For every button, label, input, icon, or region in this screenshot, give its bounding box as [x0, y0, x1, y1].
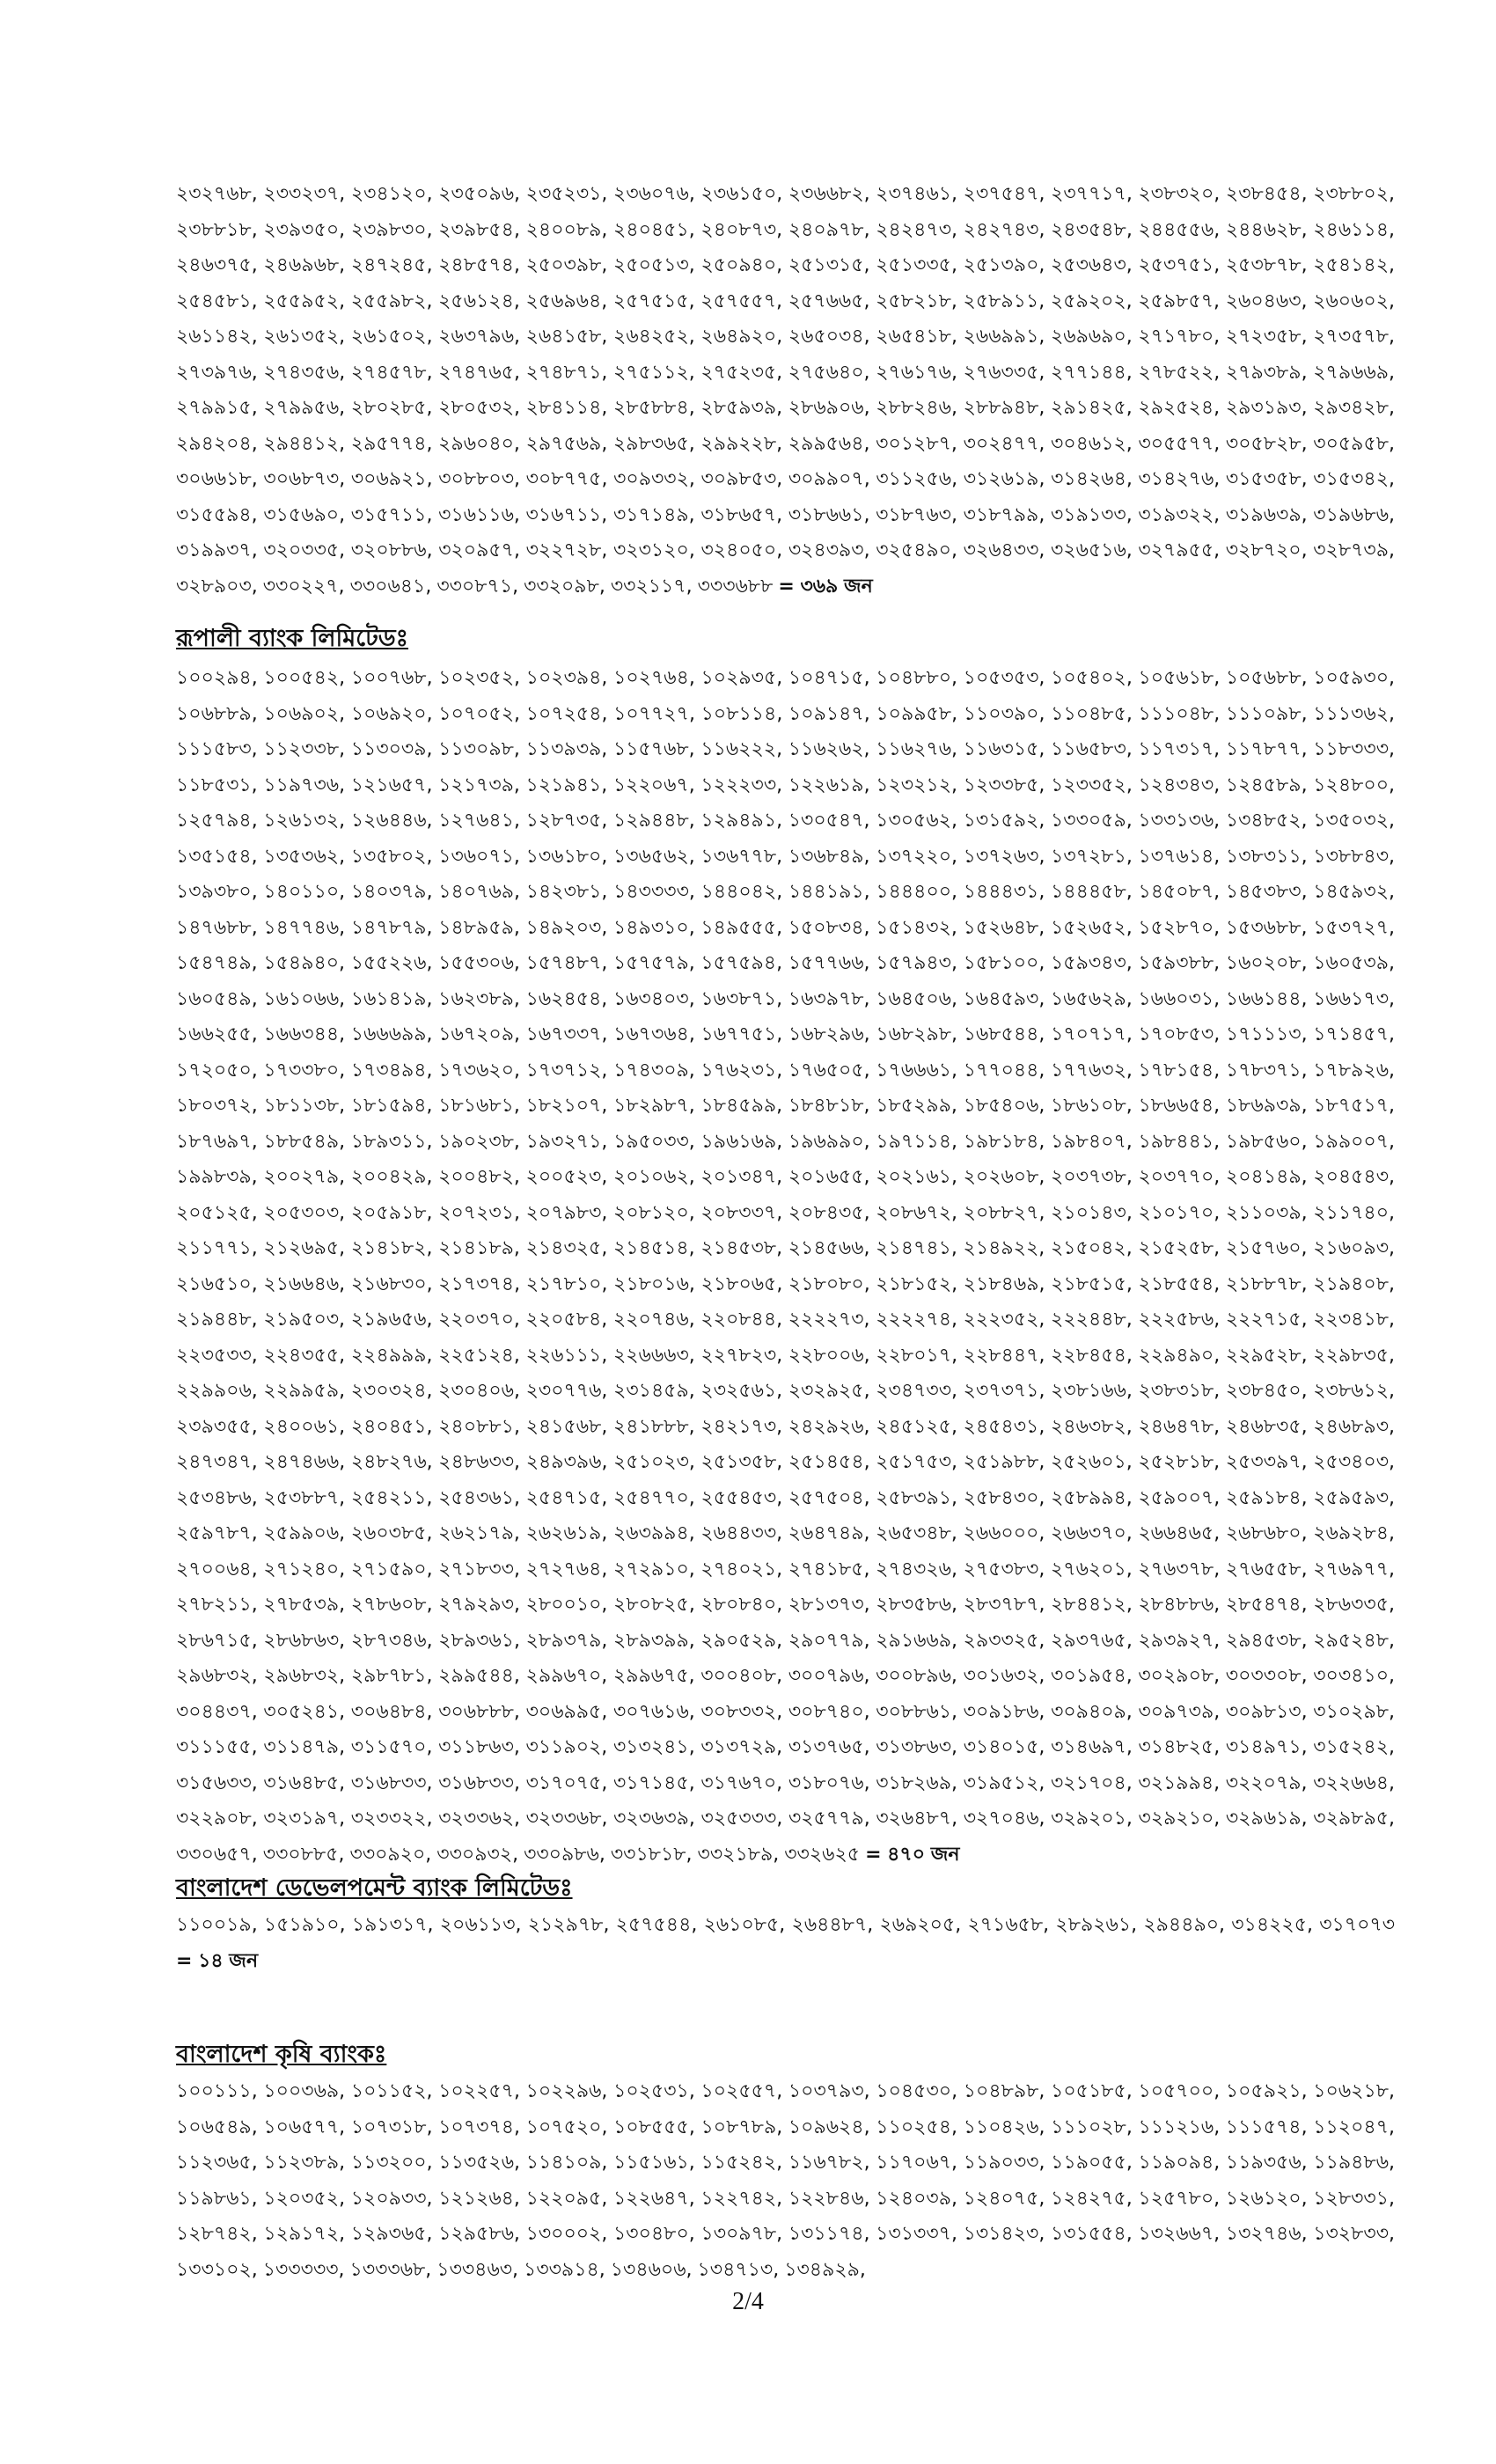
section-krishi-bank [176, 2039, 1395, 2288]
roll-numbers: ১০০১১১, ১০০৩৬৯, ১০১১৫২, ১০২২৫৭, ১০২২৯৬, ১০২৫৩১, ১০২৫৫৭, ১০৩৭৯৩, ১০৪৫৩০, ১০৪৮৯৮, ১০৫১৮৫, ১০৫৭০০, ১০৫৯২১, ১০৬২১৮, ১০৬৫৪৯, ১০৬৫৭৭, ১০৭৩১৮, ১০৭৩৭৪, ১০৭৫২০, ১০৮৫৫৫, ১০৮৭৮৯, ১০৯৬২৪, ১১০২৫৪, ১১০৪২৬, ১১১০২৮, ১১১২১৬, ১১১৫৭৪, ১১২০৪৭, ১১২৩৬৫, ১১২৩৮৯, ১১৩২০০, ১১৩৫২৬, ১১৪১০৯, ১১৫১৬১, ১১৫২৪২, ১১৬৭৮২, ১১৭০৬৭, ১১৯০৩৩, ১১৯০৫৫, ১১৯০৯৪, ১১৯৩৫৬, ১১৯৪৮৬, ১১৯৮৬১, ১২০৩৫২, ১২০৯৩৩, ১২১২৬৪, ১২২০৯৫, ১২২৬৪৭, ১২২৭৪২, ১২২৮৪৬, ১২৪০৩৯, ১২৪০৭৫, ১২৪২৭৫, ১২৫৭৮০, ১২৬১২০, ১২৮৩৩১, ১২৮৭৪২, ১২৯১৭২, ১২৯৩৬৫, ১২৯৫৮৬, ১৩০০০২, ১৩০৪৮০, ১৩০৯৭৮, ১৩১১৭৪, ১৩১৩৩৭, ১৩১৪২৩, ১৩১৫৫৪, ১৩২৬৬৭, ১৩২৭৪৬, ১৩২৮৩৩, ১৩৩১০২, ১৩৩৩৩৩, ১৩৩৩৬৮, ১৩৩৪৬৩, ১৩৩৯১৪, ১৩৪৬০৬, ১৩৪৭১৩, ১৩৪৯২৯, [176, 2080, 1395, 2281]
section-total: = ১৪ জন [176, 1949, 259, 1972]
roll-numbers: ২৩২৭৬৮, ২৩৩২৩৭, ২৩৪১২০, ২৩৫০৯৬, ২৩৫২৩১, ২৩৬০৭৬, ২৩৬১৫০, ২৩৬৬৮২, ২৩৭৪৬১, ২৩৭৫৪৭, ২৩৭৭১৭, ২৩৮৩২০, ২৩৮৪৫৪, ২৩৮৮০২, ২৩৮৮১৮, ২৩৯৩৫০, ২৩৯৮৩০, ২৩৯৮৫৪, ২৪০০৮৯, ২৪০৪৫১, ২৪০৮৭৩, ২৪০৯৭৮, ২৪২৪৭৩, ২৪২৭৪৩, ২৪৩৫৪৮, ২৪৪৫৫৬, ২৪৪৬২৮, ২৪৬১১৪, ২৪৬৩৭৫, ২৪৬৯৬৮, ২৪৭২৪৫, ২৪৮৫৭৪, ২৫০৩৯৮, ২৫০৫১৩, ২৫০৯৪০, ২৫১৩১৫, ২৫১৩৩৫, ২৫১৩৯০, ২৫৩৬৪৩, ২৫৩৭৫১, ২৫৩৮৭৮, ২৫৪১৪২, ২৫৪৫৮১, ২৫৫৯৫২, ২৫৫৯৮২, ২৫৬১২৪, ২৫৬৯৬৪, ২৫৭৫১৫, ২৫৭৫৫৭, ২৫৭৬৬৫, ২৫৮২১৮, ২৫৮৯১১, ২৫৯২০২, ২৫৯৮৫৭, ২৬০৪৬৩, ২৬০৬০২, ২৬১১৪২, ২৬১৩৫২, ২৬১৫০২, ২৬৩৭৯৬, ২৬৪১৫৮, ২৬৪২৫২, ২৬৪৯২০, ২৬৫০৩৪, ২৬৫৪১৮, ২৬৬৯৯১, ২৬৯৬৯০, ২৭১৭৮০, ২৭২৩৫৮, ২৭৩৫৭৮, ২৭৩৯৭৬, ২৭৪৩৫৬, ২৭৪৫৭৮, ২৭৪৭৬৫, ২৭৪৮৭১, ২৭৫১১২, ২৭৫২৩৫, ২৭৫৬৪০, ২৭৬১৭৬, ২৭৬৩৩৫, ২৭৭১৪৪, ২৭৮৫২২, ২৭৯৩৮৯, ২৭৯৬৬৯, ২৭৯৯১৫, ২৭৯৯৫৬, ২৮০২৮৫, ২৮০৫৩২, ২৮৪১১৪, ২৮৫৮৮৪, ২৮৫৯৩৯, ২৮৬৯০৬, ২৮৮২৪৬, ২৮৮৯৪৮, ২৯১৪২৫, ২৯২৫২৪, ২৯৩১৯৩, ২৯৩৪২৮, ২৯৪২০৪, ২৯৪৪১২, ২৯৫৭৭৪, ২৯৬০৪০, ২৯৭৫৬৯, ২৯৮৩৬৫, ২৯৯২২৮, ২৯৯৫৬৪, ৩০১২৮৭, ৩০২৪৭৭, ৩০৪৬১২, ৩০৫৫৭৭, ৩০৫৮২৮, ৩০৫৯৫৮, ৩০৬৬১৮, ৩০৬৮৭৩, ৩০৬৯২১, ৩০৮৮০৩, ৩০৮৭৭৫, ৩০৯৩৩২, ৩০৯৮৫৩, ৩০৯৯০৭, ৩১১২৫৬, ৩১২৬১৯, ৩১৪২৬৪, ৩১৪২৭৬, ৩১৫৩৫৮, ৩১৫৩৪২, ৩১৫৫৯৪, ৩১৫৬৯০, ৩১৫৭১১, ৩১৬১১৬, ৩১৬৭১১, ৩১৭১৪৯, ৩১৮৬৫৭, ৩১৮৬৬১, ৩১৮৭৬৩, ৩১৮৭৯৯, ৩১৯১৩৩, ৩১৯৩২২, ৩১৯৬৩৯, ৩১৯৬৮৬, ৩১৯৯৩৭, ৩২০৩৩৫, ৩২০৮৮৬, ৩২০৯৫৭, ৩২২৭২৮, ৩২৩১২০, ৩২৪০৫০, ৩২৪৩৯৩, ৩২৫৪৯০, ৩২৬৪৩৩, ৩২৬৫১৬, ৩২৭৯৫৫, ৩২৮৭২০, ৩২৮৭৩৯, ৩২৮৯০৩, ৩৩০২২৭, ৩৩০৬৪১, ৩৩০৮৭১, ৩৩২০৯৮, ৩৩২১১৭, ৩৩৩৬৮৮ [176, 183, 1395, 598]
roll-numbers: ১০০২৯৪, ১০০৫৪২, ১০০৭৬৮, ১০২৩৫২, ১০২৩৯৪, ১০২৭৬৪, ১০২৯৩৫, ১০৪৭১৫, ১০৪৮৮০, ১০৫৩৫৩, ১০৫৪০২, ১০৫৬১৮, ১০৫৬৮৮, ১০৫৯৩০, ১০৬৮৮৯, ১০৬৯০২, ১০৬৯২০, ১০৭০৫২, ১০৭২৫৪, ১০৭৭২৭, ১০৮১১৪, ১০৯১৪৭, ১০৯৯৫৮, ১১০৩৯০, ১১০৪৮৫, ১১১০৪৮, ১১১০৯৮, ১১১৩৬২, ১১১৫৮৩, ১১২৩৩৮, ১১৩০৩৯, ১১৩০৯৮, ১১৩৯৩৯, ১১৫৭৬৮, ১১৬২২২, ১১৬২৬২, ১১৬২৭৬, ১১৬৩১৫, ১১৬৫৮৩, ১১৭৩১৭, ১১৭৮৭৭, ১১৮৩৩৩, ১১৮৫৩১, ১১৯৭৩৬, ১২১৬৫৭, ১২১৭৩৯, ১২১৯৪১, ১২২০৬৭, ১২২২৩৩, ১২২৬১৯, ১২৩২১২, ১২৩৩৮৫, ১২৩৩৫২, ১২৪৩৪৩, ১২৪৫৮৯, ১২৪৮০০, ১২৫৭৯৪, ১২৬১৩২, ১২৬৪৪৬, ১২৭৬৪১, ১২৮৭৩৫, ১২৯৪৪৮, ১২৯৪৯১, ১৩০৫৪৭, ১৩০৫৬২, ১৩১৫৯২, ১৩৩০৫৯, ১৩৩১৩৬, ১৩৪৮৫২, ১৩৫০৩২, ১৩৫১৫৪, ১৩৫৩৬২, ১৩৫৮০২, ১৩৬০৭১, ১৩৬১৮০, ১৩৬৫৬২, ১৩৬৭৭৮, ১৩৬৮৪৯, ১৩৭২২০, ১৩৭২৬৩, ১৩৭২৮১, ১৩৭৬১৪, ১৩৮৩১১, ১৩৮৮৪৩, ১৩৯৩৮০, ১৪০১১০, ১৪০৩৭৯, ১৪০৭৬৯, ১৪২৩৮১, ১৪৩৩৩৩, ১৪৪০৪২, ১৪৪১৯১, ১৪৪৪০০, ১৪৪৪৩১, ১৪৪৪৫৮, ১৪৫০৮৭, ১৪৫৩৮৩, ১৪৫৯৩২, ১৪৭৬৮৮, ১৪৭৭৪৬, ১৪৭৮৭৯, ১৪৮৯৫৯, ১৪৯২০৩, ১৪৯৩১০, ১৪৯৫৫৫, ১৫০৮৩৪, ১৫১৪৩২, ১৫২৬৪৮, ১৫২৬৫২, ১৫২৮৭০, ১৫৩৬৮৮, ১৫৩৭২৭, ১৫৪৭৪৯, ১৫৪৯৪০, ১৫৫২২৬, ১৫৫৩০৬, ১৫৭৪৮৭, ১৫৭৫৭৯, ১৫৭৫৯৪, ১৫৭৭৬৬, ১৫৭৯৪৩, ১৫৮১০০, ১৫৯৩৪৩, ১৫৯৩৮৮, ১৬০২০৮, ১৬০৫৩৯, ১৬০৫৪৯, ১৬১০৬৬, ১৬১৪১৯, ১৬২৩৮৯, ১৬২৪৫৪, ১৬৩৪০৩, ১৬৩৮৭১, ১৬৩৯৭৮, ১৬৪৫০৬, ১৬৪৫৯৩, ১৬৫৬২৯, ১৬৬০৩১, ১৬৬১৪৪, ১৬৬১৭৩, ১৬৬২৫৫, ১৬৬৩৪৪, ১৬৬৬৯৯, ১৬৭২০৯, ১৬৭৩৩৭, ১৬৭৩৬৪, ১৬৭৭৫১, ১৬৮২৯৬, ১৬৮২৯৮, ১৬৮৫৪৪, ১৭০৭১৭, ১৭০৮৫৩, ১৭১১১৩, ১৭১৪৫৭, ১৭২০৫০, ১৭৩৩৮০, ১৭৩৪৯৪, ১৭৩৬২০, ১৭৩৭১২, ১৭৪৩০৯, ১৭৬২৩১, ১৭৬৫০৫, ১৭৬৬৬১, ১৭৭০৪৪, ১৭৭৬৩২, ১৭৮১৫৪, ১৭৮৩৭১, ১৭৮৯২৬, ১৮০৩৭২, ১৮১১৩৮, ১৮১৫৯৪, ১৮১৬৮১, ১৮২১০৭, ১৮২৯৮৭, ১৮৪৫৯৯, ১৮৪৮১৮, ১৮৫২৯৯, ১৮৫৪০৬, ১৮৬১০৮, ১৮৬৬৫৪, ১৮৬৯৩৯, ১৮৭৫১৭, ১৮৭৬৯৭, ১৮৮৫৪৯, ১৮৯৩১১, ১৯০২৩৮, ১৯৩২৭১, ১৯৫০৩৩, ১৯৬১৬৯, ১৯৬৯৯০, ১৯৭১১৪, ১৯৮১৮৪, ১৯৮৪০৭, ১৯৮৪৪১, ১৯৮৫৬০, ১৯৯০০৭, ১৯৯৮৩৯, ২০০২৭৯, ২০০৪২৯, ২০০৪৮২, ২০০৫২৩, ২০১০৬২, ২০১৩৪৭, ২০১৬৫৫, ২০২১৬১, ২০২৬০৮, ২০৩৭৩৮, ২০৩৭৭০, ২০৪১৪৯, ২০৪৫৪৩, ২০৫১২৫, ২০৫৩০৩, ২০৫৯১৮, ২০৭২৩১, ২০৭৯৮৩, ২০৮১২০, ২০৮৩৩৭, ২০৮৪৩৫, ২০৮৬৭২, ২০৮৮২৭, ২১০১৪৩, ২১০১৭০, ২১১০৩৯, ২১১৭৪০, ২১১৭৭১, ২১২৬৯৫, ২১৪১৮২, ২১৪১৮৯, ২১৪৩২৫, ২১৪৫১৪, ২১৪৫৩৮, ২১৪৫৬৬, ২১৪৭৪১, ২১৪৯২২, ২১৫০৪২, ২১৫২৫৮, ২১৫৭৬০, ২১৬০৯৩, ২১৬৫১০, ২১৬৬৪৬, ২১৬৮৩০, ২১৭৩৭৪, ২১৭৮১০, ২১৮০১৬, ২১৮০৬৫, ২১৮০৮০, ২১৮১৫২, ২১৮৪৬৯, ২১৮৫১৫, ২১৮৫৫৪, ২১৮৮৭৮, ২১৯৪০৮, ২১৯৪৪৮, ২১৯৫০৩, ২১৯৬৫৬, ২২০৩৭০, ২২০৫৮৪, ২২০৭৪৬, ২২০৮৪৪, ২২২২৭৩, ২২২২৭৪, ২২২৩৫২, ২২২৪৪৮, ২২২৫৮৬, ২২২৭১৫, ২২৩৪১৮, ২২৩৫৩৩, ২২৪৩৫৫, ২২৪৯৯৯, ২২৫১২৪, ২২৬১১১, ২২৬৬৬৩, ২২৭৮২৩, ২২৮০০৬, ২২৮০১৭, ২২৮৪৪৭, ২২৮৪৫৪, ২২৯৪৯০, ২২৯৫২৮, ২২৯৮৩৫, ২২৯৯০৬, ২২৯৯৫৯, ২৩০৩২৪, ২৩০৪০৬, ২৩০৭৭৬, ২৩১৪৫৯, ২৩২৫৬১, ২৩২৯২৫, ২৩৪৭৩৩, ২৩৭৩৭১, ২৩৮১৬৬, ২৩৮৩১৮, ২৩৮৪৫০, ২৩৮৬১২, ২৩৯৩৫৫, ২৪০০৬১, ২৪০৪৫১, ২৪০৮৮১, ২৪১৫৬৮, ২৪১৮৮৮, ২৪২১৭৩, ২৪২৯২৬, ২৪৫১২৫, ২৪৫৪৩১, ২৪৬৩৮২, ২৪৬৪৭৮, ২৪৬৮৩৫, ২৪৬৮৯৩, ২৪৭৩৪৭, ২৪৭৪৬৬, ২৪৮২৭৬, ২৪৮৬৩৩, ২৪৯৩৯৬, ২৫১০২৩, ২৫১৩৫৮, ২৫১৪৫৪, ২৫১৭৫৩, ২৫১৯৮৮, ২৫২৬০১, ২৫২৮১৮, ২৫৩৩৯৭, ২৫৩৪০৩, ২৫৩৪৮৬, ২৫৩৮৮৭, ২৫৪২১১, ২৫৪৩৬১, ২৫৪৭১৫, ২৫৪৭৭০, ২৫৫৪৫৩, ২৫৭৫০৪, ২৫৮৩৯১, ২৫৮৪৩০, ২৫৮৯৯৪, ২৫৯০০৭, ২৫৯১৮৪, ২৫৯৫৯৩, ২৫৯৭৮৭, ২৫৯৯০৬, ২৬০৩৮৫, ২৬২১৭৯, ২৬২৬১৯, ২৬৩৯৯৪, ২৬৪৪৩৩, ২৬৪৭৪৯, ২৬৫৩৪৮, ২৬৬০০০, ২৬৬৩৭০, ২৬৬৪৬৫, ২৬৮৬৮০, ২৬৯২৮৪, ২৭০০৬৪, ২৭১২৪০, ২৭১৫৯০, ২৭১৮৩৩, ২৭২৭৬৪, ২৭২৯১০, ২৭৪০২১, ২৭৪১৮৫, ২৭৪৩২৬, ২৭৫৩৮৩, ২৭৬২০১, ২৭৬৩৭৮, ২৭৬৫৫৮, ২৭৬৯৭৭, ২৭৮২১১, ২৭৮৫৩৯, ২৭৮৬০৮, ২৭৯২৯৩, ২৮০০১০, ২৮০৮২৫, ২৮০৮৪০, ২৮১৩৭৩, ২৮৩৫৮৬, ২৮৩৭৮৭, ২৮৪৪১২, ২৮৪৮৮৬, ২৮৫৪৭৪, ২৮৬৩৩৫, ২৮৬৭১৫, ২৮৬৮৬৩, ২৮৭৩৪৬, ২৮৯৩৬১, ২৮৯৩৭৯, ২৮৯৩৯৯, ২৯০৫২৯, ২৯০৭৭৯, ২৯১৬৬৯, ২৯৩৩২৫, ২৯৩৭৬৫, ২৯৩৯২৭, ২৯৪৫৩৮, ২৯৫২৪৮, ২৯৬৮৩২, ২৯৬৮৩২, ২৯৮৭৮১, ২৯৯৫৪৪, ২৯৯৬৭০, ২৯৯৬৭৫, ৩০০৪০৮, ৩০০৭৯৬, ৩০০৮৯৬, ৩০১৬৩২, ৩০১৯৫৪, ৩০২৯০৮, ৩০৩৩০৮, ৩০৩৪১০, ৩০৪৪৩৭, ৩০৫২৪১, ৩০৬৪৮৪, ৩০৬৮৮৮, ৩০৬৯৯৫, ৩০৭৬১৬, ৩০৮৩৩২, ৩০৮৭৪০, ৩০৮৮৬১, ৩০৯১৮৬, ৩০৯৪০৯, ৩০৯৭৩৯, ৩০৯৮১৩, ৩১০২৯৮, ৩১১১৫৫, ৩১১৪৭৯, ৩১১৫৭০, ৩১১৮৬৩, ৩১১৯০২, ৩১৩২৪১, ৩১৩৭২৯, ৩১৩৭৬৫, ৩১৩৮৬৩, ৩১৪০১৫, ৩১৪৬৯৭, ৩১৪৮২৫, ৩১৪৯৭১, ৩১৫২৪২, ৩১৫৬৩৩, ৩১৬৪৮৫, ৩১৬৮৩৩, ৩১৬৮৩৩, ৩১৭০৭৫, ৩১৭১৪৫, ৩১৭৬৭০, ৩১৮০৭৬, ৩১৮২৬৯, ৩১৯৫১২, ৩২১৭০৪, ৩২১৯৯৪, ৩২২০৭৯, ৩২২৬৬৪, ৩২২৯০৮, ৩২৩১৯৭, ৩২৩৩২২, ৩২৩৩৬২, ৩২৩৩৬৮, ৩২৩৬৩৯, ৩২৫৩৩৩, ৩২৫৭৭৯, ৩২৬৪৮৭, ৩২৭০৪৬, ৩২৯২০১, ৩২৯২১০, ৩২৯৬১৯, ৩২৯৮৯৫, ৩৩০৬৫৭, ৩৩০৮৮৫, ৩৩০৯২০, ৩৩০৯৩২, ৩৩০৯৮৬, ৩৩১৮১৮, ৩৩২১৮৯, ৩৩২৬২৫ [176, 667, 1395, 1866]
section-continued-list [176, 177, 1395, 605]
roll-number-list [176, 177, 1395, 605]
section-rupali-bank [176, 623, 1395, 1873]
section-bdbl [176, 1873, 1395, 1979]
section-heading: রূপালী ব্যাংক লিমিটেডঃ [176, 625, 409, 652]
roll-number-list [176, 1908, 1395, 1979]
page-number: 2/4 [732, 2288, 764, 2315]
section-heading: বাংলাদেশ কৃষি ব্যাংকঃ [176, 2041, 387, 2068]
roll-numbers: ১১০০১৯, ১৫১৯১০, ১৯১৩১৭, ২০৬১১৩, ২১২৯৭৮, ২৫৭৫৪৪, ২৬১০৮৫, ২৬৪৪৮৭, ২৬৯২০৫, ২৭১৬৫৮, ২৮৯২৬১, ২৯৪৪৯০, ৩১৪২২৫, ৩১৭০৭৩ [176, 1914, 1395, 1936]
section-total: = ৪৭০ জন [865, 1843, 960, 1866]
roll-number-list [176, 661, 1395, 1873]
section-heading: বাংলাদেশ ডেভেলপমেন্ট ব্যাংক লিমিটেডঃ [176, 1874, 573, 1902]
section-total: = ৩৬৯ জন [778, 575, 873, 598]
roll-number-list [176, 2074, 1395, 2288]
